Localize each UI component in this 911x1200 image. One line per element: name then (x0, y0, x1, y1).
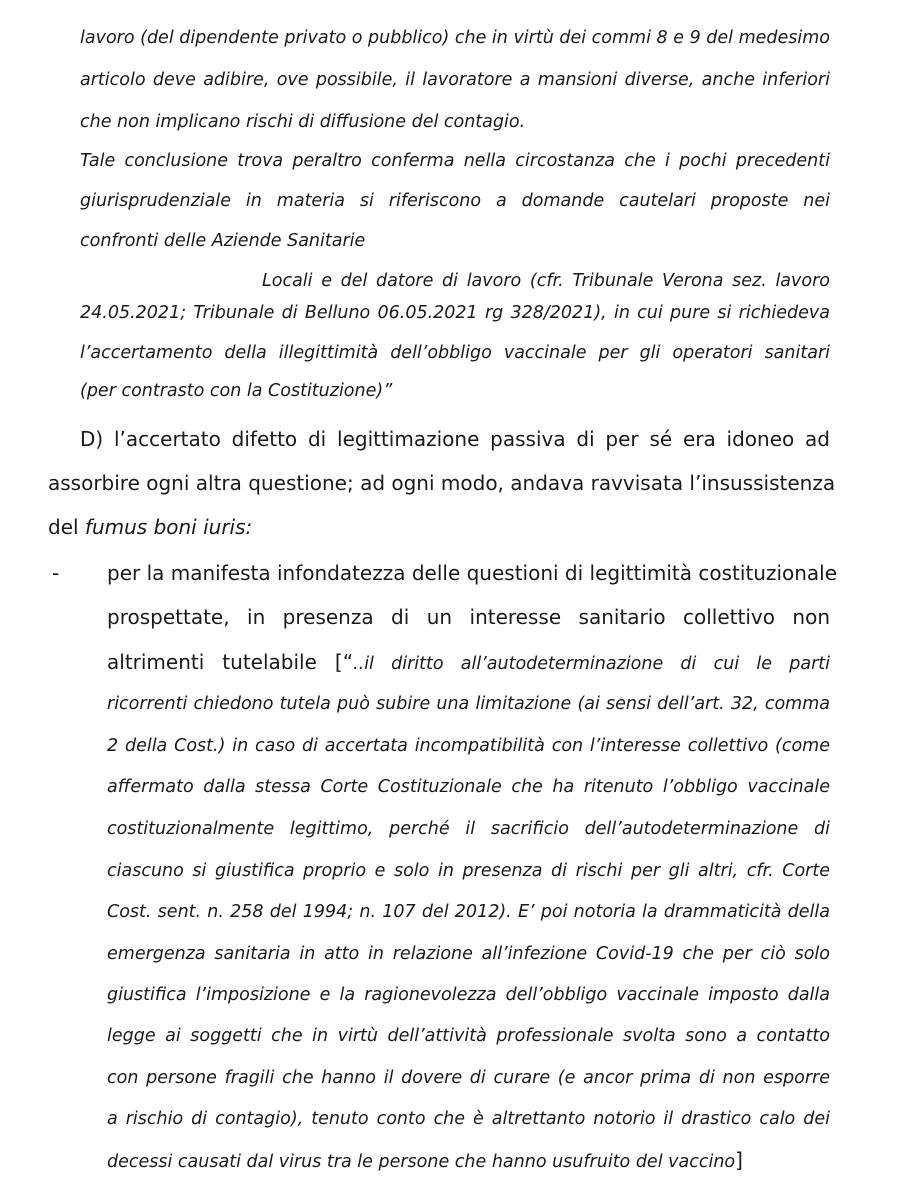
bullet-line-3 (107, 650, 830, 674)
bullet-italic-line-9: legge ai soggetti che in virtù dell’attività professionale svolta sono a contatto (107, 1026, 830, 1046)
section-d-line-2: assorbire ogni altra questione; ad ogni modo, andava ravvisata l’insussistenza (48, 471, 836, 495)
bullet-italic-line-12 (107, 1148, 743, 1172)
quote-line-3: che non implicano rischi di diffusione del contagio. (80, 112, 526, 132)
bullet-italic-line-6: Cost. sent. n. 258 del 1994; n. 107 del 2012). E’ poi notoria la drammaticità della (107, 902, 830, 922)
section-d-line-3-prefix: del (48, 515, 85, 539)
bullet-italic-line-8: giustifica l’imposizione e la ragionevolezza dell’obbligo vaccinale imposto dalla (107, 985, 830, 1005)
bullet-line-2: prospettate, in presenza di un interesse sanitario collettivo non (107, 605, 830, 629)
section-d-line-1: D) l’accertato difetto di legittimazione passiva di per sé era idoneo ad (80, 427, 830, 451)
bullet-italic-line-4: costituzionalmente legittimo, perché il sacrificio dell’autodeterminazione di (107, 819, 830, 839)
quote-line-9: l’accertamento della illegittimità dell’obbligo vaccinale per gli operatori sanitari (80, 343, 830, 363)
quote-line-1: lavoro (del dipendente privato o pubblico) che in virtù dei commi 8 e 9 del medesimo (80, 28, 830, 48)
bullet-italic-line-10: con persone fragili che hanno il dovere di curare (e ancor prima di non esporre (107, 1068, 830, 1088)
bullet-italic-line-12-text: decessi causati dal virus tra le persone che hanno usufruito del vaccino (107, 1152, 736, 1172)
quote-line-4: Tale conclusione trova peraltro conferma nella circostanza che i pochi precedenti (80, 151, 830, 171)
bullet-line-3-italic: ..il diritto all’autodeterminazione di cui le parti (353, 654, 830, 674)
bullet-line-3-roman: altrimenti tutelabile [“ (107, 650, 354, 674)
bullet-italic-line-5: ciascuno si giustifica proprio e solo in presenza di rischi per gli altri, cfr. Corte (107, 861, 830, 881)
bullet-italic-line-11: a rischio di contagio), tenuto conto che è altrettanto notorio il drastico calo dei (107, 1109, 830, 1129)
bullet-italic-line-1: ricorrenti chiedono tutela può subire una limitazione (ai sensi dell’art. 32, comma (107, 694, 830, 714)
bullet-italic-line-2: 2 della Cost.) in caso di accertata incompatibilità con l’interesse collettivo (come (107, 736, 830, 756)
quote-line-6: confronti delle Aziende Sanitarie (80, 231, 366, 251)
quote-line-10: (per contrasto con la Costituzione)” (80, 381, 393, 401)
fumus-boni-iuris: fumus boni iuris: (84, 515, 253, 539)
closing-bracket: ] (735, 1148, 743, 1172)
bullet-italic-line-3: affermato dalla stessa Corte Costituzionale che ha ritenuto l’obbligo vaccinale (107, 777, 830, 797)
quote-line-7: Locali e del datore di lavoro (cfr. Tribunale Verona sez. lavoro (262, 271, 830, 291)
section-d-line-3 (48, 515, 252, 539)
bullet-italic-line-7: emergenza sanitaria in atto in relazione all’infezione Covid-19 che per ciò solo (107, 944, 830, 964)
bullet-line-1: per la manifesta infondatezza delle questioni di legittimità costituzionale (107, 561, 838, 585)
bullet-dash: - (52, 561, 60, 585)
quote-line-5: giurisprudenziale in materia si riferiscono a domande cautelari proposte nei (80, 191, 830, 211)
quote-line-8: 24.05.2021; Tribunale di Belluno 06.05.2021 rg 328/2021), in cui pure si richiedeva (80, 303, 830, 323)
quote-line-2: articolo deve adibire, ove possibile, il lavoratore a mansioni diverse, anche inferiori (80, 70, 830, 90)
